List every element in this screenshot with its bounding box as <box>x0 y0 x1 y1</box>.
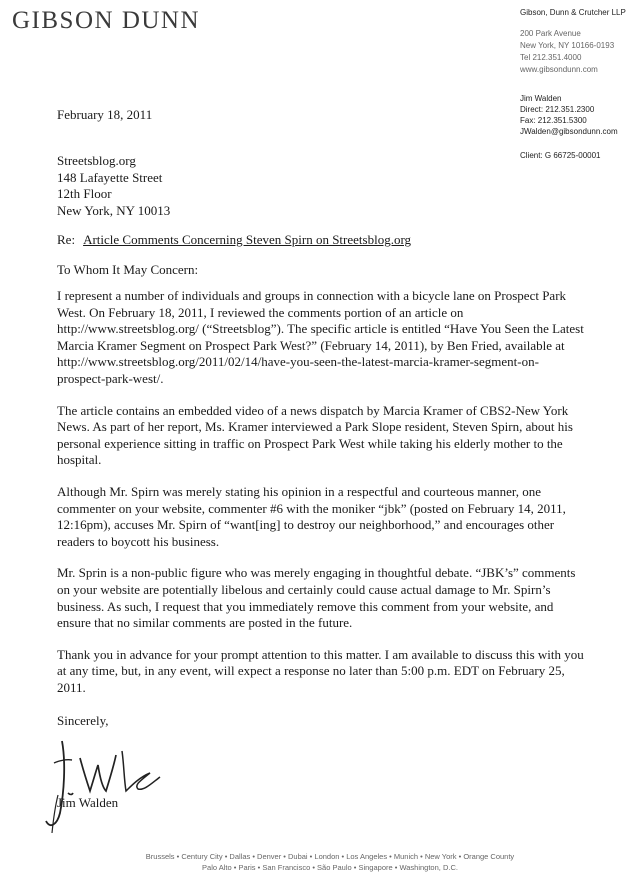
recipient-address <box>57 153 170 219</box>
re-label: Re: <box>57 232 76 247</box>
address-line: www.gibsondunn.com <box>520 65 598 74</box>
letter-date: February 18, 2011 <box>57 107 153 122</box>
handwritten-signature <box>40 733 180 843</box>
firm-name: Gibson, Dunn & Crutcher LLP <box>520 8 626 17</box>
address-line: 200 Park Avenue <box>520 29 581 38</box>
letter-body <box>57 288 585 711</box>
recipient-line: 148 Lafayette Street <box>57 169 163 185</box>
office-locations-footer <box>80 851 580 873</box>
recipient-line: New York, NY 10013 <box>57 202 171 218</box>
sender-contact-block <box>520 93 638 137</box>
address-line: New York, NY 10166-0193 <box>520 41 615 50</box>
recipient-line: 12th Floor <box>57 186 112 201</box>
salutation: To Whom It May Concern: <box>57 262 199 277</box>
client-number: Client: G 66725-00001 <box>520 151 601 160</box>
body-paragraph: Thank you in advance for your prompt attention to this matter. I am available to discuss this with you at any time, but, in any event, will expect a response no later than 5:00 p.m. EDT on February 25, 2011. <box>57 646 584 695</box>
footer-line: Brussels • Century City • Dallas • Denver • Dubai • London • Los Angeles • Munich • New York • Orange County <box>145 852 515 861</box>
signatory-name: Jim Walden <box>57 795 119 810</box>
subject-text: Article Comments Concerning Steven Spirn on Streetsblog.org <box>83 232 412 247</box>
closing: Sincerely, <box>57 713 109 728</box>
sender-direct: Direct: 212.351.2300 <box>520 105 595 114</box>
body-paragraph: I represent a number of individuals and groups in connection with a bicycle lane on Prospect Park West. On February 18, 2011, I reviewed the comments portion of an article on http://www.streetsblog.org/ (“Streetsblog”). The specific article is entitled “Have You Seen the Latest Marcia Kramer Segment on Prospect Park West?” (February 14, 2011), by Ben Fried, available at http://www.streetsblog.org/2011/02/14/have-you-seen-the-latest-marcia-kramer-segment-on-prospect-park-west/. <box>57 288 584 386</box>
body-paragraph: Although Mr. Spirn was merely stating his opinion in a respectful and courteous manner, one commenter on your website, commenter #6 with the moniker “jbk” (posted on February 14, 2011, 12:16pm), accuses Mr. Spirn of “want[ing] to destroy our neighborhood,” and encourages other readers to boycott his business. <box>57 483 566 549</box>
footer-line: Palo Alto • Paris • San Francisco • São Paulo • Singapore • Washington, D.C. <box>202 863 458 872</box>
firm-logo: GIBSON DUNN <box>12 7 201 34</box>
sender-email: JWalden@gibsondunn.com <box>520 127 618 136</box>
body-paragraph: The article contains an embedded video of a news dispatch by Marcia Kramer of CBS2-New York News. As part of her report, Ms. Kramer interviewed a Park Slope resident, Steven Spirn, about his personal experience sitting in traffic on Prospect Park West while taking his elderly mother to the hospital. <box>57 402 573 468</box>
address-line: Tel 212.351.4000 <box>520 53 582 62</box>
firm-address-block <box>520 7 638 76</box>
body-paragraph: Mr. Sprin is a non-public figure who was merely engaging in thoughtful debate. “JBK’s” comments on your website are potentially libelous and certainly could cause actual damage to Mr. Spirn’s business. As such, I request that you immediately remove this comment from your website, and ensure that no similar comments are posted in the future. <box>57 565 576 631</box>
recipient-line: Streetsblog.org <box>57 153 136 168</box>
sender-fax: Fax: 212.351.5300 <box>520 116 587 125</box>
subject-line <box>57 232 411 248</box>
sender-name: Jim Walden <box>520 94 562 103</box>
